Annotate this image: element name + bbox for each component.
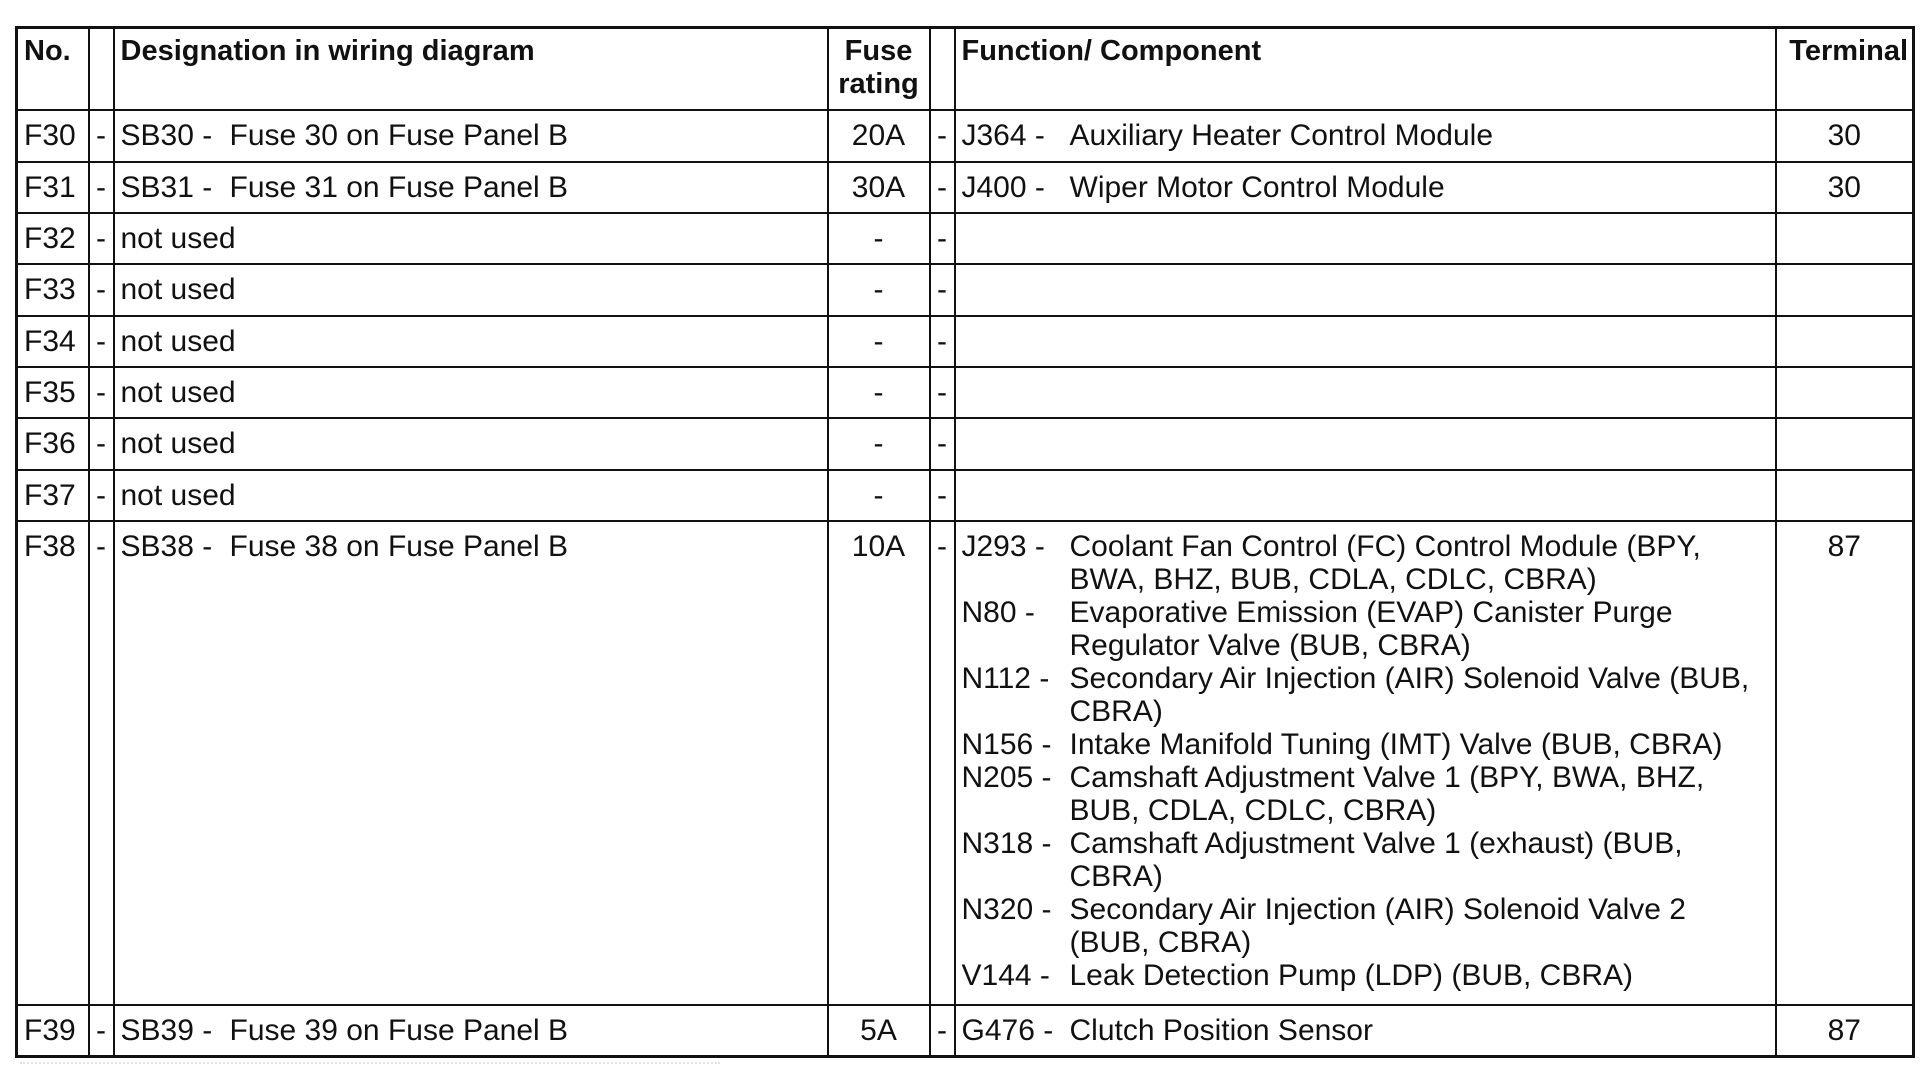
terminal-number: 30 <box>1776 110 1914 161</box>
terminal-number: 87 <box>1776 1005 1914 1056</box>
fuse-table <box>15 26 1915 1058</box>
component-description: Clutch Position Sensor <box>1069 1014 1373 1048</box>
header-no: No. <box>17 28 89 111</box>
separator-dash: - <box>89 264 114 315</box>
table-row <box>17 521 1914 1005</box>
designation-text: not used <box>120 221 236 255</box>
component-code: N318 - <box>961 827 1052 861</box>
fuse-rating: - <box>828 213 930 264</box>
component-description: Secondary Air Injection (AIR) Solenoid Valve 2 (BUB, CBRA) <box>1069 893 1686 960</box>
component-code: N205 - <box>961 761 1052 795</box>
table-row <box>17 110 1914 161</box>
header-separator-1 <box>89 28 114 111</box>
component-code: J400 - <box>961 170 1045 204</box>
function-component-cell <box>955 367 1776 418</box>
designation-code: SB31 - <box>120 170 213 204</box>
terminal-number: 87 <box>1776 521 1914 1005</box>
fuse-number: F34 <box>17 316 89 367</box>
component-code: N112 - <box>961 662 1050 696</box>
fuse-rating: 5A <box>828 1005 930 1056</box>
fuse-rating: - <box>828 418 930 469</box>
designation-text: not used <box>120 376 236 410</box>
terminal-number <box>1776 367 1914 418</box>
scan-artifact <box>20 1062 720 1070</box>
component-item <box>962 728 1769 761</box>
fuse-number: F31 <box>17 162 89 213</box>
header-fuse-rating-line1: Fuse <box>844 35 913 67</box>
component-item <box>962 959 1769 992</box>
designation-text: not used <box>120 427 236 461</box>
separator-dash: - <box>89 213 114 264</box>
function-component-cell <box>955 264 1776 315</box>
component-item <box>962 596 1769 662</box>
designation-cell <box>114 470 828 521</box>
designation-code: SB38 - <box>120 530 213 564</box>
function-component-cell <box>955 110 1776 161</box>
function-component-cell <box>955 162 1776 213</box>
designation-text: Fuse 38 on Fuse Panel B <box>229 530 569 564</box>
designation-cell <box>114 316 828 367</box>
table-header-row <box>17 28 1914 111</box>
component-code: G476 - <box>961 1014 1054 1048</box>
separator-dash: - <box>89 367 114 418</box>
fuse-number: F39 <box>17 1005 89 1056</box>
designation-cell <box>114 110 828 161</box>
fuse-number: F33 <box>17 264 89 315</box>
header-separator-2 <box>930 28 955 111</box>
component-code: J364 - <box>961 119 1045 153</box>
designation-text: Fuse 39 on Fuse Panel B <box>229 1014 569 1048</box>
separator-dash: - <box>89 470 114 521</box>
fuse-number: F37 <box>17 470 89 521</box>
fuse-rating: - <box>828 316 930 367</box>
component-code: J293 - <box>961 530 1045 564</box>
terminal-number: 30 <box>1776 162 1914 213</box>
component-item <box>962 1014 1769 1047</box>
separator-dash: - <box>930 110 955 161</box>
component-description: Leak Detection Pump (LDP) (BUB, CBRA) <box>1069 959 1634 993</box>
component-description: Intake Manifold Tuning (IMT) Valve (BUB, CBRA) <box>1069 728 1723 762</box>
component-item <box>962 119 1769 152</box>
separator-dash: - <box>930 418 955 469</box>
table-row <box>17 264 1914 315</box>
component-description: Secondary Air Injection (AIR) Solenoid Valve (BUB, CBRA) <box>1069 662 1750 729</box>
designation-text: Fuse 30 on Fuse Panel B <box>229 119 569 153</box>
separator-dash: - <box>930 470 955 521</box>
fuse-number: F35 <box>17 367 89 418</box>
component-item <box>962 827 1769 893</box>
designation-text: Fuse 31 on Fuse Panel B <box>229 170 569 204</box>
component-code: N320 - <box>961 893 1052 927</box>
designation-cell <box>114 213 828 264</box>
function-component-cell <box>955 1005 1776 1056</box>
header-fuse-rating <box>828 28 930 111</box>
fuse-rating: - <box>828 367 930 418</box>
fuse-number: F38 <box>17 521 89 1005</box>
separator-dash: - <box>930 162 955 213</box>
separator-dash: - <box>930 1005 955 1056</box>
terminal-number <box>1776 470 1914 521</box>
table-row <box>17 470 1914 521</box>
separator-dash: - <box>89 316 114 367</box>
designation-cell <box>114 418 828 469</box>
fuse-rating: 10A <box>828 521 930 1005</box>
fuse-number: F36 <box>17 418 89 469</box>
component-description: Auxiliary Heater Control Module <box>1069 119 1494 153</box>
designation-text: not used <box>120 324 236 358</box>
terminal-number <box>1776 418 1914 469</box>
component-description: Camshaft Adjustment Valve 1 (exhaust) (BUB, CBRA) <box>1069 827 1683 894</box>
designation-text: not used <box>120 478 236 512</box>
header-function: Function/ Component <box>955 28 1776 111</box>
separator-dash: - <box>930 264 955 315</box>
separator-dash: - <box>930 316 955 367</box>
designation-cell <box>114 367 828 418</box>
fuse-rating: - <box>828 470 930 521</box>
separator-dash: - <box>89 110 114 161</box>
component-item <box>962 530 1769 596</box>
function-component-cell <box>955 470 1776 521</box>
designation-text: not used <box>120 273 236 307</box>
fuse-rating: 30A <box>828 162 930 213</box>
table-row <box>17 213 1914 264</box>
function-component-cell <box>955 316 1776 367</box>
separator-dash: - <box>930 367 955 418</box>
fuse-number: F32 <box>17 213 89 264</box>
function-component-cell <box>955 521 1776 1005</box>
header-designation: Designation in wiring diagram <box>114 28 828 111</box>
separator-dash: - <box>89 521 114 1005</box>
fuse-rating: - <box>828 264 930 315</box>
function-component-cell <box>955 213 1776 264</box>
separator-dash: - <box>89 162 114 213</box>
terminal-number <box>1776 264 1914 315</box>
component-item <box>962 171 1769 204</box>
fuse-number: F30 <box>17 110 89 161</box>
table-row <box>17 418 1914 469</box>
table-row <box>17 316 1914 367</box>
separator-dash: - <box>930 521 955 1005</box>
designation-cell <box>114 264 828 315</box>
designation-code: SB39 - <box>120 1014 213 1048</box>
header-fuse-rating-line2: rating <box>838 68 919 100</box>
component-code: V144 - <box>961 959 1050 993</box>
component-item <box>962 761 1769 827</box>
table-row <box>17 367 1914 418</box>
component-description: Wiper Motor Control Module <box>1069 170 1445 204</box>
component-code: N80 - <box>961 596 1035 630</box>
function-component-cell <box>955 418 1776 469</box>
fuse-rating: 20A <box>828 110 930 161</box>
terminal-number <box>1776 213 1914 264</box>
designation-cell <box>114 162 828 213</box>
separator-dash: - <box>930 213 955 264</box>
component-item <box>962 893 1769 959</box>
terminal-number <box>1776 316 1914 367</box>
component-description: Coolant Fan Control (FC) Control Module (BPY, BWA, BHZ, BUB, CDLA, CDLC, CBRA) <box>1069 530 1701 597</box>
designation-code: SB30 - <box>120 119 213 153</box>
component-code: N156 - <box>961 728 1052 762</box>
table-row <box>17 162 1914 213</box>
designation-cell <box>114 521 828 1005</box>
component-description: Camshaft Adjustment Valve 1 (BPY, BWA, BHZ, BUB, CDLA, CDLC, CBRA) <box>1069 761 1705 828</box>
header-terminal: Terminal <box>1776 28 1914 111</box>
designation-cell <box>114 1005 828 1056</box>
separator-dash: - <box>89 1005 114 1056</box>
component-item <box>962 662 1769 728</box>
component-description: Evaporative Emission (EVAP) Canister Purge Regulator Valve (BUB, CBRA) <box>1069 596 1673 663</box>
table-row <box>17 1005 1914 1056</box>
separator-dash: - <box>89 418 114 469</box>
